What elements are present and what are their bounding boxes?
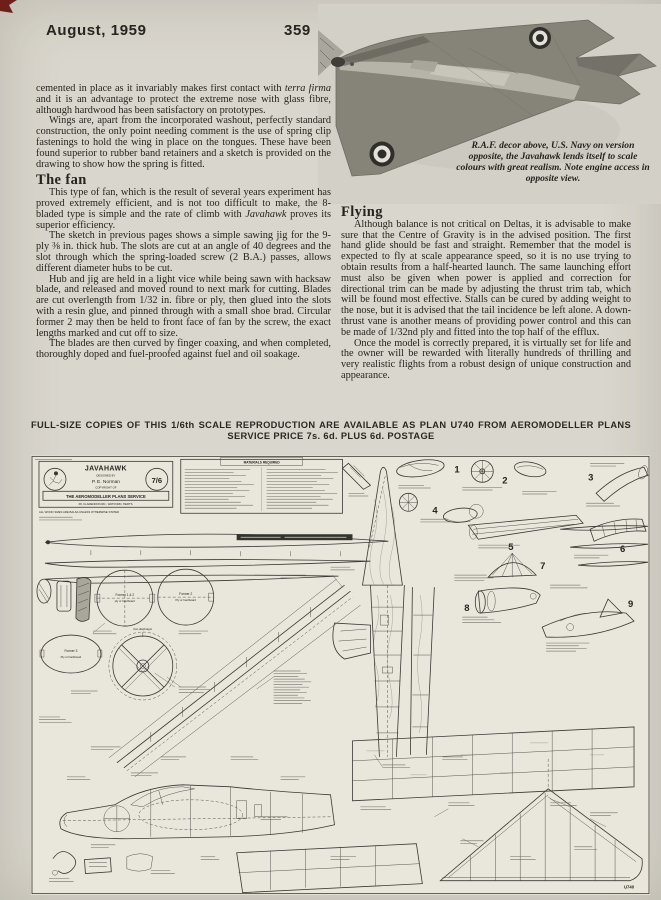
plans-service-address: 38, CLARENDON RD., WATFORD, HERTS.	[78, 501, 134, 506]
step-number-4: 4	[432, 505, 438, 517]
paragraph: The blades are then curved by finger coaxing, and when completed, thoroughly doped and fuel-proofed against fuel and oil soakage.	[36, 338, 331, 361]
plan-annotation-scribbles	[35, 459, 624, 881]
former-1-2-material: ply or hardboard	[114, 599, 135, 604]
step-number-2: 2	[502, 475, 508, 487]
section-heading-flying: Flying	[341, 204, 383, 220]
former-3-label: Former 3	[64, 649, 78, 654]
fuselage-side-view	[60, 785, 335, 839]
fin-side-view	[362, 467, 402, 585]
photo-caption: R.A.F. decor above, U.S. Navy on version opposite, the Javahawk lends itself to scale colours with great realism. Note engine access in opposite view.	[456, 140, 650, 184]
roundel-right-wing	[529, 27, 551, 49]
former-3-material: Ply or hardboard	[60, 655, 82, 660]
plan-title: JAVAHAWK	[84, 465, 127, 473]
banner-line-1: FULL-SIZE COPIES OF THIS 1/6th SCALE REPRODUCTION ARE AVAILABLE AS PLAN U740 FROM AEROMODELLER PLANS	[31, 420, 631, 430]
plan-sheet	[31, 455, 650, 895]
set-square-icon	[342, 463, 370, 489]
step-number-3: 3	[588, 472, 594, 484]
paragraph-text: cemented in place as it invariably makes first contact with	[36, 84, 285, 94]
running-figure-icon	[49, 471, 62, 485]
wing-leading-edge-lines	[109, 579, 361, 777]
step-number-1: 1	[454, 464, 460, 476]
article-left-column	[36, 84, 331, 419]
paragraph: The sketch in previous pages shows a simple sawing jig for the 9-ply ⅜ in. thick hub. The slots are cut at an angle of 40 degrees and the slot through which the spring-loaded screw (2 B.A.) passes, allows different diameter hubs to be cut.	[36, 230, 331, 274]
plan-border	[32, 456, 649, 893]
issue-date: August, 1959	[46, 22, 147, 39]
materials-heading: MATERIALS REQUIRED	[243, 460, 280, 465]
page-number: 359	[284, 22, 311, 39]
paragraph-text: and it is an advantage to protect the extreme nose with glass fibre, although hardwood has been satisfactory on prototypes.	[36, 93, 331, 116]
step-number-6: 6	[620, 544, 626, 556]
nose-cone	[331, 57, 345, 67]
paragraph: Hub and jig are held in a light vice while being sawn with hacksaw blade, and released and moved round to next mark for cutting. Blades are cut overlength from 1/32 in. fibre or ply, then glued into the slots with a resin glue, and pinned through with a small shoe brad. Circular former 2 may then be held to front face of fan by the screw, the exact lengths marked and cut off to size.	[36, 273, 331, 339]
plans-service-name: THE AEROMODELLER PLANS SERVICE	[65, 493, 146, 499]
banner-line-2: SERVICE PRICE 7s. 6d. PLUS 6d. POSTAGE	[227, 431, 435, 441]
step-number-8: 8	[464, 603, 470, 615]
latin-phrase: terra firma	[284, 84, 331, 94]
corner-print-mark	[0, 0, 18, 13]
roundel-left-wing	[370, 142, 395, 167]
paragraph: Once the model is correctly prepared, it is virtually set for life and the owner will be rewarded with literally hundreds of thrilling and very realistic flights from a robust design of unique construction and appearance.	[341, 337, 631, 381]
section-heading-the-fan: The fan	[36, 172, 87, 189]
step-number-7: 7	[540, 561, 546, 573]
plans-service-banner	[31, 420, 631, 441]
scale-plan-drawing	[31, 455, 650, 895]
fan-disc-sketch	[471, 460, 493, 482]
wing-half-plan	[440, 757, 642, 881]
wing-sheeting-panel	[352, 727, 634, 801]
fuselage-plan-view	[333, 585, 434, 757]
paragraph-text: This type of fan, which is the result of several years experiment has proved extremely efficient, and is not too difficult to make, the 8-bladed type is simple and the rate of climb with	[36, 187, 331, 220]
fan-disc-sketch-2	[399, 493, 417, 511]
former-2-material: Ply or hardboard	[175, 598, 197, 603]
step-number-9: 9	[628, 599, 634, 611]
former-1-2-label: Former 1 & 2	[115, 593, 135, 598]
elevon-panel	[237, 844, 423, 893]
leader-lines	[93, 575, 606, 847]
materials-list-box	[181, 457, 343, 513]
fan-diaphragm-disc	[109, 627, 177, 700]
designed-by-label: DESIGNED BY	[96, 473, 116, 478]
spring-clip-detail	[52, 852, 152, 876]
aircraft-photo	[318, 4, 661, 204]
copyright-label: COPYRIGHT OF	[95, 485, 117, 490]
former-2-label: Former 2	[179, 592, 193, 597]
model-name: Javahawk	[245, 208, 287, 220]
article-right-column	[341, 202, 631, 420]
wood-note: ALL WOOD SIZES ARE BALSA UNLESS OTHERWISE STATED	[38, 509, 120, 514]
paragraph-text: proves its superior efficiency.	[36, 208, 331, 231]
plan-number: U740	[624, 884, 635, 890]
paragraph	[36, 188, 331, 231]
step-number-5: 5	[508, 542, 514, 554]
wing-rib-sections	[45, 526, 648, 583]
price: 7/6	[151, 475, 162, 485]
designer-name: P. E. Norman	[91, 479, 120, 485]
sawing-jig-sketch	[76, 578, 91, 622]
paragraph: Wings are, apart from the incorporated washout, perfectly standard construction, the only point needing comment is the use of spring clip fastenings to hold the wing in place on the tongues. These have been found superior to rubber band retainers and a sketch is provided on the drawing to show how the spring is fitted.	[36, 115, 331, 170]
paragraph	[36, 84, 331, 116]
formers-group	[37, 569, 214, 700]
plan-title-block	[39, 461, 173, 513]
fan-diaphragm-label: Fan diaphragm	[133, 627, 153, 632]
paragraph: Although balance is not critical on Deltas, it is advisable to make sure that the Centre of Gravity is in the advised position. The first hand glide should be fast and straight. Remember that the model is expected to fly at scale appearance speed, so it is no use trying to obtain results from a half-hearted launch. The same launching effort must also be given when power is applied and correction for directional trim can be made by adjusting the thrust trim tab, which will be found most effective. Stalls can be cured by adding weight to the nose, but it is advised that the tail incidence be left alone. A down-thrust vane is another means of providing power control and this can be made of 1/32nd ply and fitted into the top half of the efflux.	[341, 218, 631, 338]
